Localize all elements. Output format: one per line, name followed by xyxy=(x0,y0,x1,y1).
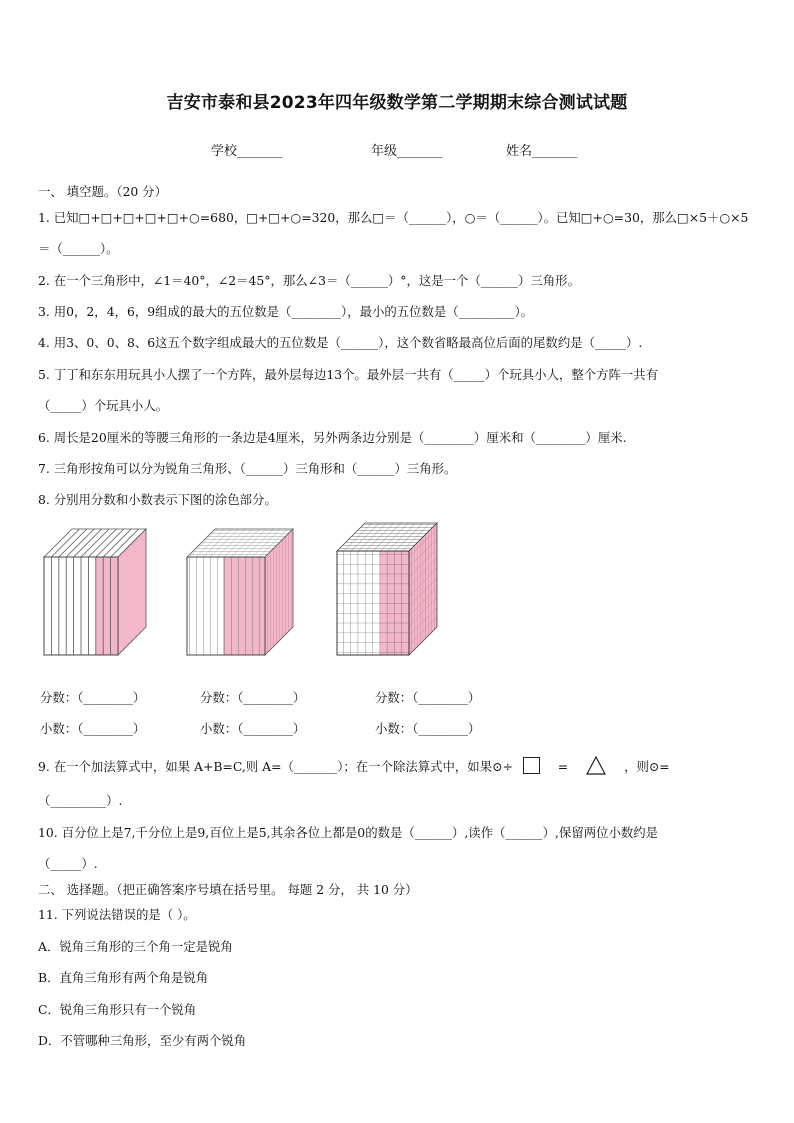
option-d: D．不管哪种三角形，至少有两个锐角 xyxy=(38,1033,247,1048)
question-10-cont: （_____）. xyxy=(38,856,98,871)
q9-equals: = xyxy=(557,759,569,774)
question-5-cont: （_____）个玩具小人。 xyxy=(38,398,169,413)
option-c: C．锐角三角形只有一个锐角 xyxy=(38,1002,197,1017)
triangle-icon xyxy=(586,756,606,775)
section2-heading: 二、 选择题。（把正确答案序号填在括号里。 每题 2 分， 共 10 分） xyxy=(38,882,418,897)
figure-hundredths xyxy=(187,529,293,655)
question-5: 5. 丁丁和东东用玩具小人摆了一个方阵，最外层每边13个。最外层一共有（_____）个玩具小人，整个方阵一共有 xyxy=(38,367,659,382)
section1-heading: 一、 填空题。（20 分） xyxy=(38,184,167,199)
page-title: 吉安市泰和县2023年四年级数学第二学期期末综合测试试题 xyxy=(166,93,628,113)
fig3-decimal: 小数：（________） xyxy=(375,721,481,736)
fig3-fraction: 分数：（________） xyxy=(375,690,481,705)
q9-text: 9. 在一个加法算式中，如果 A+B=C,则 A=（_______）；在一个除法算式中，如果⊙÷ xyxy=(38,759,513,774)
figure-thousandths xyxy=(337,523,437,655)
name-field: 姓名_______ xyxy=(506,144,578,159)
question-8: 8. 分别用分数和小数表示下图的涂色部分。 xyxy=(38,492,277,507)
fig1-fraction: 分数：（________） xyxy=(40,690,146,705)
square-icon xyxy=(523,757,540,774)
grade-field: 年级_______ xyxy=(371,144,443,159)
question-4: 4. 用3、0、0、8、6这五个数字组成最大的五位数是（______），这个数省略最高位后面的尾数约是（_____）. xyxy=(38,335,643,350)
question-3: 3. 用0，2，4，6，9组成的最大的五位数是（________），最小的五位数是（_________）。 xyxy=(38,304,534,319)
question-2: 2. 在一个三角形中，∠1＝40°，∠2＝45°，那么∠3＝（______）°，这是一个（______）三角形。 xyxy=(38,273,580,288)
question-9-cont: （_________）. xyxy=(38,793,123,808)
question-9 xyxy=(38,756,670,775)
question-10: 10. 百分位上是7,千分位上是9,百位上是5,其余各位上都是0的数是（______）,读作（______）,保留两位小数约是 xyxy=(38,825,659,840)
school-field: 学校_______ xyxy=(211,144,283,159)
question-1-cont: ＝（______）。 xyxy=(38,241,119,256)
q9-tail: ，则⊙= xyxy=(624,759,670,774)
q8-figures xyxy=(0,515,794,685)
figure-tenths xyxy=(44,529,146,655)
question-1: 1. 已知□+□+□+□+□+○=680，□+□+○=320，那么□＝（______），○＝（______）。已知□+○=30，那么□×5＋○×5 xyxy=(38,210,749,225)
question-7: 7. 三角形按角可以分为锐角三角形、（______）三角形和（______）三角形。 xyxy=(38,461,457,476)
fig2-fraction: 分数：（________） xyxy=(200,690,306,705)
fig2-decimal: 小数：（________） xyxy=(200,721,306,736)
option-a: A．锐角三角形的三个角一定是锐角 xyxy=(38,939,233,954)
question-11: 11. 下列说法错误的是（ ）。 xyxy=(38,907,196,922)
option-b: B．直角三角形有两个角是锐角 xyxy=(38,970,209,985)
fig1-decimal: 小数：（________） xyxy=(40,721,146,736)
question-6: 6. 周长是20厘米的等腰三角形的一条边是4厘米，另外两条边分别是（________）厘米和（________）厘米. xyxy=(38,430,627,445)
